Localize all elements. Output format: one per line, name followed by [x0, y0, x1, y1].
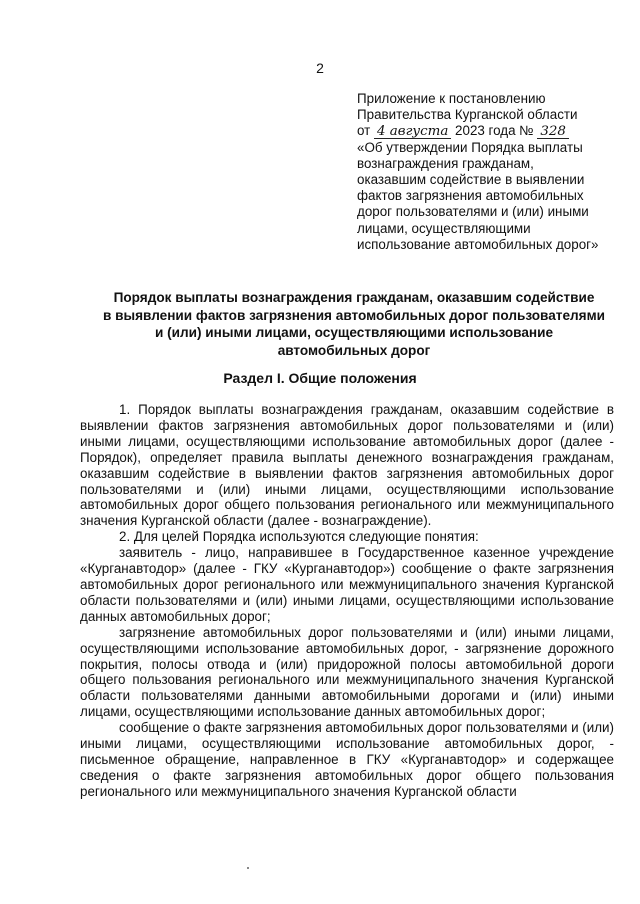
section-heading: Раздел I. Общие положения [223, 370, 417, 386]
handwritten-number: 328 [537, 125, 569, 139]
title-line: в выявлении фактов загрязнения автомобильных дорог пользователями [103, 307, 605, 323]
handwritten-date: 4 августа [374, 125, 451, 139]
appendix-year-label: 2023 года № [455, 123, 534, 139]
scan-speck [247, 867, 249, 869]
document-title [80, 289, 628, 359]
appendix-line: Правительства Курганской области [357, 107, 578, 123]
appendix-line: Приложение к постановлению [357, 91, 546, 106]
definition-applicant: заявитель - лицо, направившее в Государственное казенное учреждение «Курганавтодор» (далее - ГКУ «Курганавтодор») сообщение о факте загрязнения автомобильных дорог регионального или межмуниципального значения Курганской области пользователями и (или) иными лицами, осуществляющими использование данных автомобильных дорог; [80, 545, 614, 624]
title-line: и (или) иными лицами, осуществляющими использование [154, 325, 554, 340]
paragraph-1: 1. Порядок выплаты вознаграждения гражданам, оказавшим содействие в выявлении фактов загрязнения автомобильных дорог пользователями и (или) иными лицами, осуществляющими использование автомобильных дорог (далее - Порядок), определяет правила выплаты денежного вознаграждения гражданам, оказавшим содействие в выявлении фактов загрязнения автомобильных дорог пользователями и (или) иными лицами, осуществляющими использование автомобильных дорог общего пользования регионального или межмуниципального значения Курганской области (далее - вознаграждение). [80, 402, 614, 529]
definition-report: сообщение о факте загрязнения автомобильных дорог пользователями и (или) иными лицами, осуществляющими использование автомобильных дорог, - письменное обращение, направленное в ГКУ «Курганавтодор» и содержащее сведения о факте загрязнения автомобильных дорог общего пользования регионального или межмуниципального значения Курганской области [80, 720, 614, 799]
appendix-from-label: от [357, 123, 371, 139]
title-line: автомобильных дорог [277, 342, 431, 358]
appendix-line: фактов загрязнения автомобильных [357, 188, 584, 204]
definition-pollution: загрязнение автомобильных дорог пользователями и (или) иными лицами, осуществляющими использование автомобильных дорог, - загрязнение дорожного покрытия, полосы отвода и (или) придорожной полосы автомобильной дороги общего пользования регионального или межмуниципального значения Курганской области пользователями данными автомобильными дорогами и (или) иными лицами, осуществляющими использование данных автомобильных дорог; [80, 624, 614, 720]
paragraph-2: 2. Для целей Порядка используются следующие понятия: [119, 529, 479, 545]
appendix-line: дорог пользователями и (или) иными [357, 204, 589, 220]
title-line: Порядок выплаты вознаграждения гражданам, оказавшим содействие [113, 290, 595, 305]
appendix-line: использование автомобильных дорог» [357, 236, 599, 252]
appendix-line: «Об утверждении Порядка выплаты [357, 139, 583, 155]
appendix-line: оказавшим содействие в выявлении [357, 172, 585, 188]
document-body [80, 402, 614, 800]
appendix-line: вознаграждения гражданам, [357, 155, 534, 171]
appendix-block [357, 91, 619, 253]
appendix-line: лицами, осуществляющими [357, 220, 531, 236]
appendix-date-line [357, 123, 619, 139]
page-number: 2 [316, 60, 324, 76]
